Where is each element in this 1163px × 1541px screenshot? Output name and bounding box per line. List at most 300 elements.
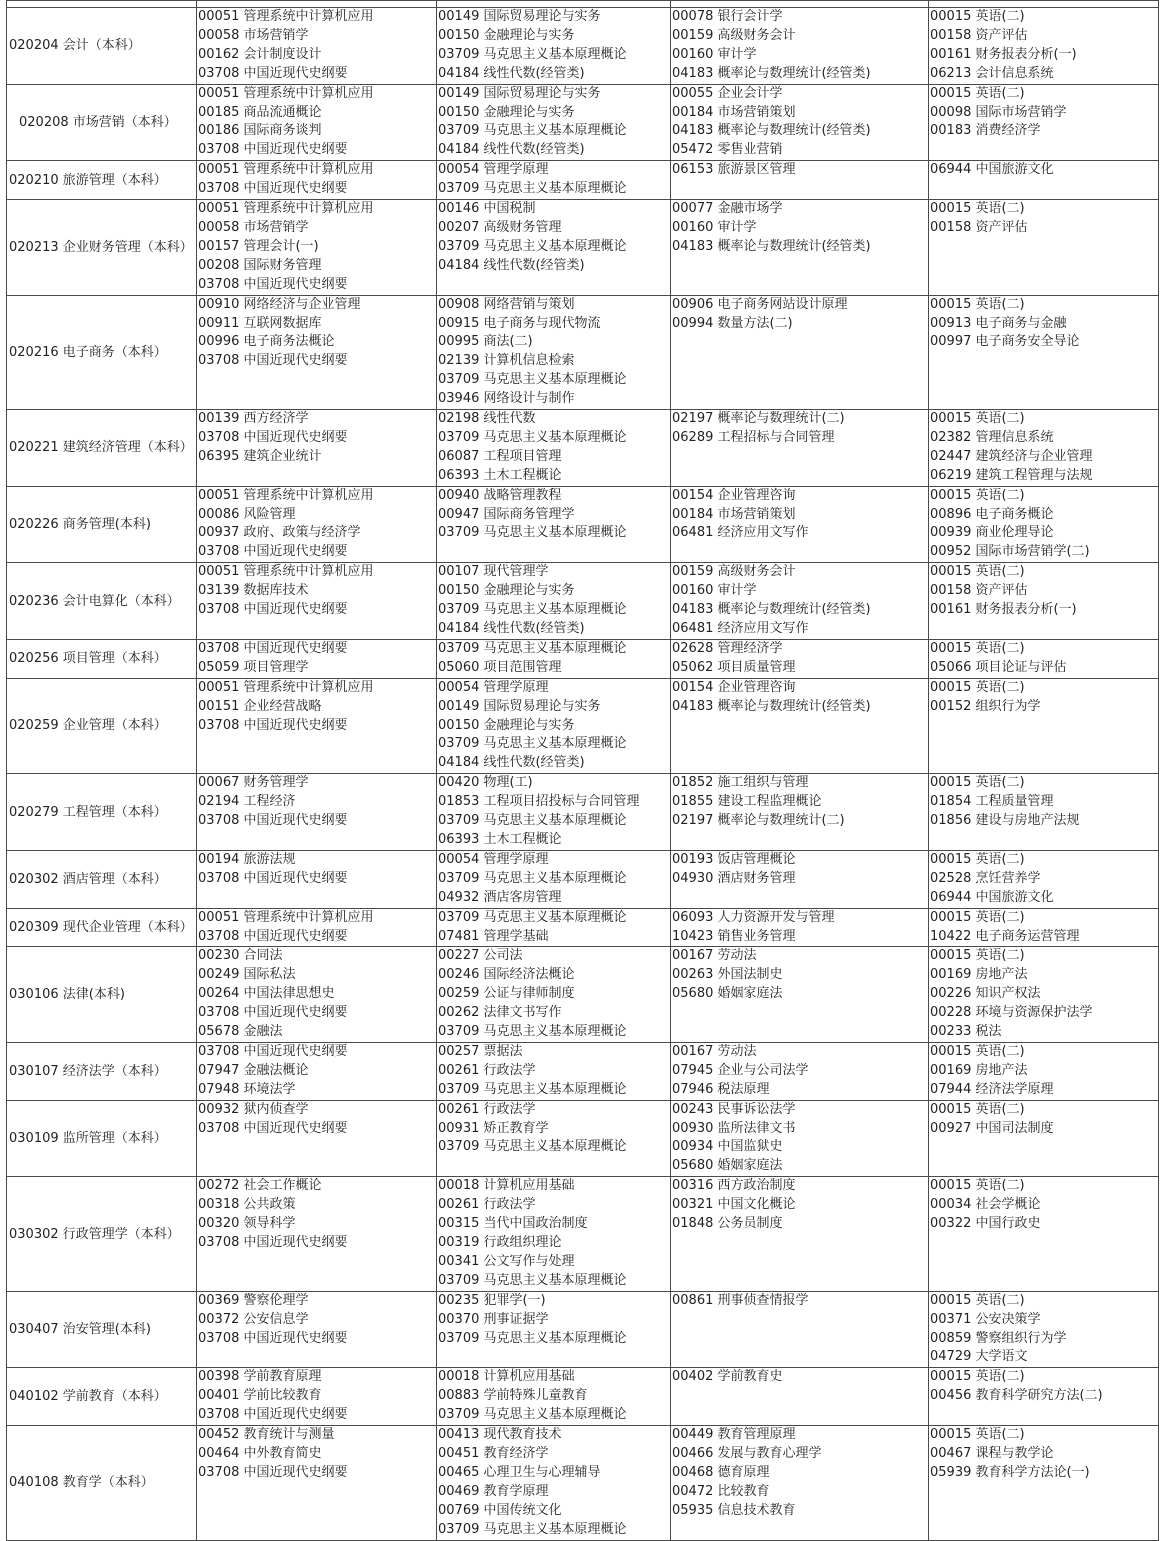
course-entry: 00939 商业伦理导论 — [930, 525, 1054, 541]
course-entry: 00226 知识产权法 — [930, 986, 1041, 1002]
table-row — [7, 1177, 1159, 1291]
course-cell-g3 — [671, 639, 929, 678]
course-entry: 00015 英语(二) — [930, 1427, 1025, 1443]
course-entry: 00149 国际贸易理论与实务 — [438, 9, 601, 24]
table-row-partial — [7, 1, 1159, 8]
major-cell: 020204 会计（本科） — [7, 8, 197, 85]
course-entry: 06213 会计信息系统 — [930, 65, 1054, 81]
table-row — [7, 486, 1159, 563]
course-entry: 00456 教育科学研究方法(二) — [930, 1388, 1103, 1404]
major-cell: 020226 商务管理(本科) — [7, 486, 197, 563]
course-entry: 00467 课程与教学论 — [930, 1445, 1054, 1461]
course-cell-g4 — [929, 84, 1159, 161]
course-entry: 00322 中国行政史 — [930, 1216, 1041, 1232]
course-entry: 00257 票据法 — [438, 1043, 523, 1059]
course-entry: 00160 审计学 — [672, 46, 757, 62]
course-entry: 04184 线性代数(经管类) — [438, 257, 585, 273]
course-entry: 00341 公文写作与处理 — [438, 1253, 575, 1269]
course-entry: 04184 线性代数(经管类) — [438, 621, 585, 636]
course-entry: 07945 企业与公司法学 — [672, 1062, 809, 1078]
course-entry: 00077 金融市场学 — [672, 201, 783, 217]
course-entry: 00272 社会工作概论 — [198, 1178, 322, 1194]
course-cell-g2 — [437, 639, 671, 678]
course-cell-g1 — [197, 84, 437, 161]
course-cell-g3 — [671, 200, 929, 296]
course-entry: 00318 公共政策 — [198, 1197, 296, 1213]
course-cell-g4 — [929, 486, 1159, 563]
course-cell-g4 — [929, 1177, 1159, 1291]
course-entry: 00316 西方政治制度 — [672, 1178, 796, 1194]
table-row — [7, 200, 1159, 296]
cell-partial — [671, 1, 929, 8]
course-cell-g4 — [929, 908, 1159, 947]
course-entry: 06481 经济应用文写作 — [672, 621, 809, 636]
course-entry: 00150 金融理论与实务 — [438, 583, 575, 599]
course-cell-g4 — [929, 947, 1159, 1043]
course-cell-g3 — [671, 410, 929, 487]
course-cell-g3 — [671, 678, 929, 774]
course-entry: 00243 民事诉讼法学 — [672, 1101, 796, 1117]
course-entry: 00184 市场营销策划 — [672, 506, 796, 522]
table-row — [7, 678, 1159, 774]
course-cell-g1 — [197, 486, 437, 563]
course-entry: 00402 学前教育史 — [672, 1369, 783, 1385]
course-entry: 00370 刑事证据学 — [438, 1311, 549, 1327]
course-cell-g3 — [671, 1426, 929, 1540]
course-entry: 00464 中外教育简史 — [198, 1445, 322, 1461]
course-entry: 00161 财务报表分析(一) — [930, 602, 1077, 618]
course-entry: 00263 外国法制史 — [672, 967, 783, 983]
course-entry: 01855 建设工程监理概论 — [672, 794, 822, 810]
course-cell-g1 — [197, 1177, 437, 1291]
course-cell-g1 — [197, 1100, 437, 1177]
table-body — [7, 1, 1159, 1541]
course-cell-g4 — [929, 410, 1159, 487]
course-cell-g2 — [437, 1291, 671, 1368]
course-entry: 03708 中国近现代史纲要 — [198, 1120, 348, 1136]
course-entry: 00883 学前特殊儿童教育 — [438, 1388, 588, 1404]
course-entry: 00015 英语(二) — [930, 679, 1025, 695]
course-entry: 00208 国际财务管理 — [198, 257, 322, 273]
major-cell: 020208 市场营销（本科） — [7, 84, 197, 161]
course-cell-g2 — [437, 161, 671, 200]
course-entry: 06087 工程项目管理 — [438, 448, 562, 464]
major-cell: 040108 教育学（本科） — [7, 1426, 197, 1540]
course-entry: 00994 数量方法(二) — [672, 315, 793, 331]
course-entry: 00015 英语(二) — [930, 1043, 1025, 1059]
course-cell-g1 — [197, 200, 437, 296]
course-entry: 06219 建筑工程管理与法规 — [930, 467, 1093, 483]
course-entry: 00937 政府、政策与经济学 — [198, 525, 361, 541]
course-entry: 00468 德育原理 — [672, 1464, 770, 1480]
course-entry: 04183 概率论与数理统计(经管类) — [672, 698, 871, 714]
course-entry: 04183 概率论与数理统计(经管类) — [672, 65, 871, 81]
course-entry: 00261 行政法学 — [438, 1197, 536, 1213]
course-entry: 00194 旅游法规 — [198, 851, 296, 867]
course-entry: 03709 马克思主义基本原理概论 — [438, 640, 627, 656]
course-cell-g4 — [929, 850, 1159, 908]
major-cell: 020210 旅游管理（本科） — [7, 161, 197, 200]
major-cell: 020221 建筑经济管理（本科） — [7, 410, 197, 487]
course-entry: 00930 监所法律文书 — [672, 1120, 796, 1136]
course-entry: 00160 审计学 — [672, 583, 757, 599]
major-cell: 030302 行政管理学（本科） — [7, 1177, 197, 1291]
course-entry: 00185 商品流通概论 — [198, 104, 322, 120]
course-entry: 03709 马克思主义基本原理概论 — [438, 813, 627, 829]
course-entry: 01856 建设与房地产法规 — [930, 813, 1080, 829]
course-entry: 00098 国际市场营销学 — [930, 104, 1067, 120]
cell-partial — [197, 1, 437, 8]
course-entry: 00235 犯罪学(一) — [438, 1292, 546, 1308]
table-row — [7, 850, 1159, 908]
course-entry: 00015 英语(二) — [930, 411, 1025, 427]
course-cell-g3 — [671, 850, 929, 908]
course-entry: 00167 劳动法 — [672, 948, 757, 964]
course-cell-g3 — [671, 1042, 929, 1100]
course-entry: 00420 物理(工) — [438, 775, 533, 791]
course-entry: 00150 金融理论与实务 — [438, 27, 575, 43]
course-entry: 00015 英语(二) — [930, 851, 1025, 867]
course-entry: 04932 酒店客房管理 — [438, 889, 562, 905]
course-entry: 06944 中国旅游文化 — [930, 889, 1054, 905]
course-entry: 00927 中国司法制度 — [930, 1120, 1054, 1136]
course-entry: 02197 概率论与数理统计(二) — [672, 813, 845, 829]
course-entry: 04184 线性代数(经管类) — [438, 755, 585, 771]
course-entry: 05066 项目论证与评估 — [930, 659, 1067, 675]
course-entry: 03708 中国近现代史纲要 — [198, 276, 348, 292]
course-entry: 00167 劳动法 — [672, 1043, 757, 1059]
course-entry: 00371 公安决策学 — [930, 1311, 1041, 1327]
course-cell-g2 — [437, 908, 671, 947]
course-entry: 00913 电子商务与金融 — [930, 315, 1067, 331]
course-entry: 03709 马克思主义基本原理概论 — [438, 123, 627, 139]
course-entry: 05678 金融法 — [198, 1024, 283, 1040]
course-entry: 02198 线性代数 — [438, 411, 536, 427]
course-entry: 05939 教育科学方法论(一) — [930, 1464, 1090, 1480]
course-entry: 00906 电子商务网站设计原理 — [672, 296, 848, 312]
course-entry: 00259 公证与律师制度 — [438, 986, 575, 1002]
course-entry: 00228 环境与资源保护法学 — [930, 1005, 1093, 1021]
course-entry: 00015 英语(二) — [930, 640, 1025, 656]
course-entry: 00015 英语(二) — [930, 85, 1025, 101]
course-entry: 03708 中国近现代史纲要 — [198, 1330, 348, 1346]
course-entry: 00152 组织行为学 — [930, 698, 1041, 714]
course-entry: 06153 旅游景区管理 — [672, 162, 796, 178]
course-entry: 00227 公司法 — [438, 948, 523, 964]
course-entry: 00162 会计制度设计 — [198, 46, 322, 62]
course-entry: 00931 矫正教育学 — [438, 1120, 549, 1136]
course-entry: 00015 英语(二) — [930, 564, 1025, 580]
course-entry: 00051 管理系统中计算机应用 — [198, 909, 374, 925]
course-entry: 03708 中国近现代史纲要 — [198, 1464, 348, 1480]
course-entry: 00015 英语(二) — [930, 9, 1025, 24]
course-cell-g4 — [929, 563, 1159, 640]
course-entry: 00911 互联网数据库 — [198, 315, 322, 331]
table-row — [7, 1291, 1159, 1368]
course-entry: 00769 中国传统文化 — [438, 1502, 562, 1518]
course-entry: 00246 国际经济法概论 — [438, 967, 575, 983]
course-cell-g3 — [671, 774, 929, 851]
course-cell-g1 — [197, 295, 437, 409]
course-entry: 03708 中国近现代史纲要 — [198, 717, 348, 733]
major-cell: 020279 工程管理（本科） — [7, 774, 197, 851]
course-entry: 04930 酒店财务管理 — [672, 870, 796, 886]
course-entry: 00054 管理学原理 — [438, 851, 549, 867]
course-entry: 03709 马克思主义基本原理概论 — [438, 909, 627, 925]
course-cell-g4 — [929, 8, 1159, 85]
course-cell-g4 — [929, 774, 1159, 851]
course-entry: 00320 领导科学 — [198, 1216, 296, 1232]
major-cell: 020216 电子商务（本科） — [7, 295, 197, 409]
course-cell-g1 — [197, 850, 437, 908]
course-cell-g2 — [437, 84, 671, 161]
course-cell-g4 — [929, 1291, 1159, 1368]
course-entry: 00183 消费经济学 — [930, 123, 1041, 139]
course-entry: 03709 马克思主义基本原理概论 — [438, 870, 627, 886]
course-entry: 00015 英语(二) — [930, 201, 1025, 217]
table-row — [7, 563, 1159, 640]
course-entry: 00472 比较教育 — [672, 1483, 770, 1499]
course-entry: 00015 英语(二) — [930, 487, 1025, 503]
course-entry: 00139 西方经济学 — [198, 411, 309, 427]
course-entry: 06289 工程招标与合同管理 — [672, 429, 835, 445]
major-cell: 030407 治安管理(本科) — [7, 1291, 197, 1368]
course-entry: 05059 项目管理学 — [198, 659, 309, 675]
course-entry: 01853 工程项目招投标与合同管理 — [438, 794, 640, 810]
course-entry: 03709 马克思主义基本原理概论 — [438, 1024, 627, 1040]
course-entry: 02628 管理经济学 — [672, 640, 783, 656]
course-entry: 03708 中国近现代史纲要 — [198, 602, 348, 618]
course-entry: 03709 马克思主义基本原理概论 — [438, 1139, 627, 1155]
table-row — [7, 947, 1159, 1043]
course-cell-g2 — [437, 8, 671, 85]
course-cell-g2 — [437, 850, 671, 908]
course-entry: 00262 法律文书写作 — [438, 1005, 562, 1021]
course-cell-g2 — [437, 1177, 671, 1291]
course-entry: 00193 饭店管理概论 — [672, 851, 796, 867]
course-entry: 00015 英语(二) — [930, 1292, 1025, 1308]
course-cell-g1 — [197, 678, 437, 774]
course-cell-g1 — [197, 563, 437, 640]
course-entry: 01848 公务员制度 — [672, 1216, 783, 1232]
course-entry: 07481 管理学基础 — [438, 928, 549, 944]
course-entry: 03946 网络设计与制作 — [438, 391, 575, 407]
course-entry: 00861 刑事侦查情报学 — [672, 1292, 809, 1308]
course-entry: 00465 心理卫生与心理辅导 — [438, 1464, 601, 1480]
course-cell-g2 — [437, 563, 671, 640]
course-entry: 04729 大学语文 — [930, 1349, 1028, 1365]
course-entry: 00086 风险管理 — [198, 506, 296, 522]
course-cell-g3 — [671, 563, 929, 640]
course-entry: 03709 马克思主义基本原理概论 — [438, 736, 627, 752]
course-entry: 04184 线性代数(经管类) — [438, 65, 585, 81]
course-entry: 03708 中国近现代史纲要 — [198, 1235, 348, 1250]
course-cell-g3 — [671, 1100, 929, 1177]
course-cell-g2 — [437, 1042, 671, 1100]
table-row — [7, 1368, 1159, 1426]
course-entry: 03709 马克思主义基本原理概论 — [438, 525, 627, 541]
course-entry: 07946 税法原理 — [672, 1081, 770, 1097]
course-entry: 06393 土木工程概论 — [438, 831, 562, 847]
course-entry: 03709 马克思主义基本原理概论 — [438, 1081, 627, 1097]
course-entry: 03139 数据库技术 — [198, 583, 309, 599]
course-entry: 00372 公安信息学 — [198, 1311, 309, 1327]
course-entry: 00952 国际市场营销学(二) — [930, 544, 1090, 560]
course-cell-g2 — [437, 295, 671, 409]
course-entry: 07948 环境法学 — [198, 1081, 296, 1097]
course-entry: 00997 电子商务安全导论 — [930, 334, 1080, 350]
major-cell: 020259 企业管理（本科） — [7, 678, 197, 774]
course-entry: 02197 概率论与数理统计(二) — [672, 411, 845, 427]
course-entry: 04183 概率论与数理统计(经管类) — [672, 602, 871, 618]
course-entry: 00915 电子商务与现代物流 — [438, 315, 601, 331]
course-entry: 00996 电子商务法概论 — [198, 334, 335, 350]
course-entry: 05935 信息技术教育 — [672, 1502, 796, 1518]
course-cell-g3 — [671, 486, 929, 563]
course-entry: 00015 英语(二) — [930, 775, 1025, 791]
course-entry: 00051 管理系统中计算机应用 — [198, 85, 374, 101]
course-entry: 00146 中国税制 — [438, 201, 536, 217]
course-entry: 03708 中国近现代史纲要 — [198, 181, 348, 197]
course-entry: 00315 当代中国政治制度 — [438, 1216, 588, 1232]
table-row — [7, 1042, 1159, 1100]
course-cell-g1 — [197, 1426, 437, 1540]
course-entry: 04183 概率论与数理统计(经管类) — [672, 238, 871, 254]
course-entry: 03709 马克思主义基本原理概论 — [438, 1407, 627, 1423]
course-entry: 00055 企业会计学 — [672, 85, 783, 101]
course-entry: 00149 国际贸易理论与实务 — [438, 85, 601, 101]
course-cell-g2 — [437, 1426, 671, 1540]
course-cell-g1 — [197, 947, 437, 1043]
course-cell-g4 — [929, 1368, 1159, 1426]
course-entry: 00150 金融理论与实务 — [438, 717, 575, 733]
major-cell: 020236 会计电算化（本科） — [7, 563, 197, 640]
cell-partial — [929, 1, 1159, 8]
course-cell-g3 — [671, 1291, 929, 1368]
course-entry: 00015 英语(二) — [930, 948, 1025, 964]
course-entry: 05680 婚姻家庭法 — [672, 986, 783, 1002]
course-entry: 03709 马克思主义基本原理概论 — [438, 602, 627, 618]
course-cell-g2 — [437, 1100, 671, 1177]
course-entry: 00207 高级财务管理 — [438, 219, 562, 235]
course-entry: 03708 中国近现代史纲要 — [198, 870, 348, 886]
table-row — [7, 161, 1159, 200]
course-entry: 00449 教育管理原理 — [672, 1427, 796, 1443]
course-entry: 00051 管理系统中计算机应用 — [198, 201, 374, 217]
course-cell-g4 — [929, 639, 1159, 678]
course-schedule-table — [6, 0, 1159, 1541]
course-entry: 00249 国际私法 — [198, 967, 296, 983]
table-row — [7, 639, 1159, 678]
course-entry: 03709 马克思主义基本原理概论 — [438, 1272, 627, 1288]
table-row — [7, 295, 1159, 409]
course-cell-g2 — [437, 200, 671, 296]
course-entry: 03708 中国近现代史纲要 — [198, 1043, 348, 1059]
course-entry: 06093 人力资源开发与管理 — [672, 909, 835, 925]
course-cell-g4 — [929, 678, 1159, 774]
major-cell: 020213 企业财务管理（本科） — [7, 200, 197, 296]
course-entry: 00947 国际商务管理学 — [438, 506, 575, 522]
course-cell-g4 — [929, 1100, 1159, 1177]
course-entry: 00184 市场营销策划 — [672, 104, 796, 120]
course-entry: 03709 马克思主义基本原理概论 — [438, 372, 627, 388]
course-cell-g4 — [929, 200, 1159, 296]
course-entry: 03709 马克思主义基本原理概论 — [438, 1521, 627, 1537]
course-cell-g2 — [437, 1368, 671, 1426]
course-cell-g3 — [671, 84, 929, 161]
cell-partial — [7, 1, 197, 8]
course-entry: 03708 中国近现代史纲要 — [198, 640, 348, 656]
course-cell-g3 — [671, 1368, 929, 1426]
course-entry: 00896 电子商务概论 — [930, 506, 1054, 522]
course-entry: 03708 中国近现代史纲要 — [198, 544, 348, 560]
course-entry: 03708 中国近现代史纲要 — [198, 429, 348, 445]
course-entry: 10422 电子商务运营管理 — [930, 928, 1080, 944]
course-entry: 00261 行政法学 — [438, 1101, 536, 1117]
course-entry: 06393 土木工程概论 — [438, 467, 562, 483]
course-entry: 03708 中国近现代史纲要 — [198, 353, 348, 369]
course-entry: 03708 中国近现代史纲要 — [198, 1005, 348, 1021]
course-entry: 00151 企业经营战略 — [198, 698, 322, 714]
course-entry: 00413 现代教育技术 — [438, 1427, 562, 1443]
course-entry: 00158 资产评估 — [930, 583, 1028, 599]
course-entry: 00934 中国监狱史 — [672, 1139, 783, 1155]
course-cell-g1 — [197, 1291, 437, 1368]
course-entry: 00058 市场营销学 — [198, 219, 309, 235]
course-entry: 00932 狱内侦查学 — [198, 1101, 309, 1117]
course-cell-g1 — [197, 8, 437, 85]
course-entry: 10423 销售业务管理 — [672, 928, 796, 944]
course-entry: 00015 英语(二) — [930, 1178, 1025, 1194]
course-entry: 00154 企业管理咨询 — [672, 679, 796, 695]
course-cell-g2 — [437, 410, 671, 487]
course-entry: 00321 中国文化概论 — [672, 1197, 796, 1213]
table-row — [7, 1426, 1159, 1540]
course-cell-g4 — [929, 1042, 1159, 1100]
course-entry: 00051 管理系统中计算机应用 — [198, 679, 374, 695]
course-entry: 03708 中国近现代史纲要 — [198, 813, 348, 829]
course-entry: 00161 财务报表分析(一) — [930, 46, 1077, 62]
course-cell-g2 — [437, 947, 671, 1043]
course-entry: 00469 教育学原理 — [438, 1483, 549, 1499]
course-cell-g1 — [197, 1368, 437, 1426]
course-entry: 00159 高级财务会计 — [672, 27, 796, 43]
course-cell-g1 — [197, 908, 437, 947]
course-entry: 00015 英语(二) — [930, 909, 1025, 925]
course-entry: 03709 马克思主义基本原理概论 — [438, 238, 627, 254]
course-entry: 00051 管理系统中计算机应用 — [198, 162, 374, 178]
course-entry: 00995 商法(二) — [438, 334, 533, 350]
course-entry: 00054 管理学原理 — [438, 162, 549, 178]
course-entry: 00261 行政法学 — [438, 1062, 536, 1078]
course-cell-g1 — [197, 161, 437, 200]
course-entry: 00051 管理系统中计算机应用 — [198, 564, 374, 580]
course-entry: 00158 资产评估 — [930, 27, 1028, 43]
course-entry: 03709 马克思主义基本原理概论 — [438, 1330, 627, 1346]
course-entry: 00401 学前比较教育 — [198, 1388, 322, 1404]
course-entry: 00051 管理系统中计算机应用 — [198, 487, 374, 503]
course-entry: 00150 金融理论与实务 — [438, 104, 575, 120]
course-cell-g3 — [671, 908, 929, 947]
course-entry: 00078 银行会计学 — [672, 9, 783, 24]
course-cell-g4 — [929, 1426, 1159, 1540]
course-entry: 03708 中国近现代史纲要 — [198, 928, 348, 944]
course-entry: 04184 线性代数(经管类) — [438, 142, 585, 158]
course-entry: 00154 企业管理咨询 — [672, 487, 796, 503]
course-entry: 02139 计算机信息检索 — [438, 353, 575, 369]
cell-partial — [437, 1, 671, 8]
course-entry: 00230 合同法 — [198, 948, 283, 964]
